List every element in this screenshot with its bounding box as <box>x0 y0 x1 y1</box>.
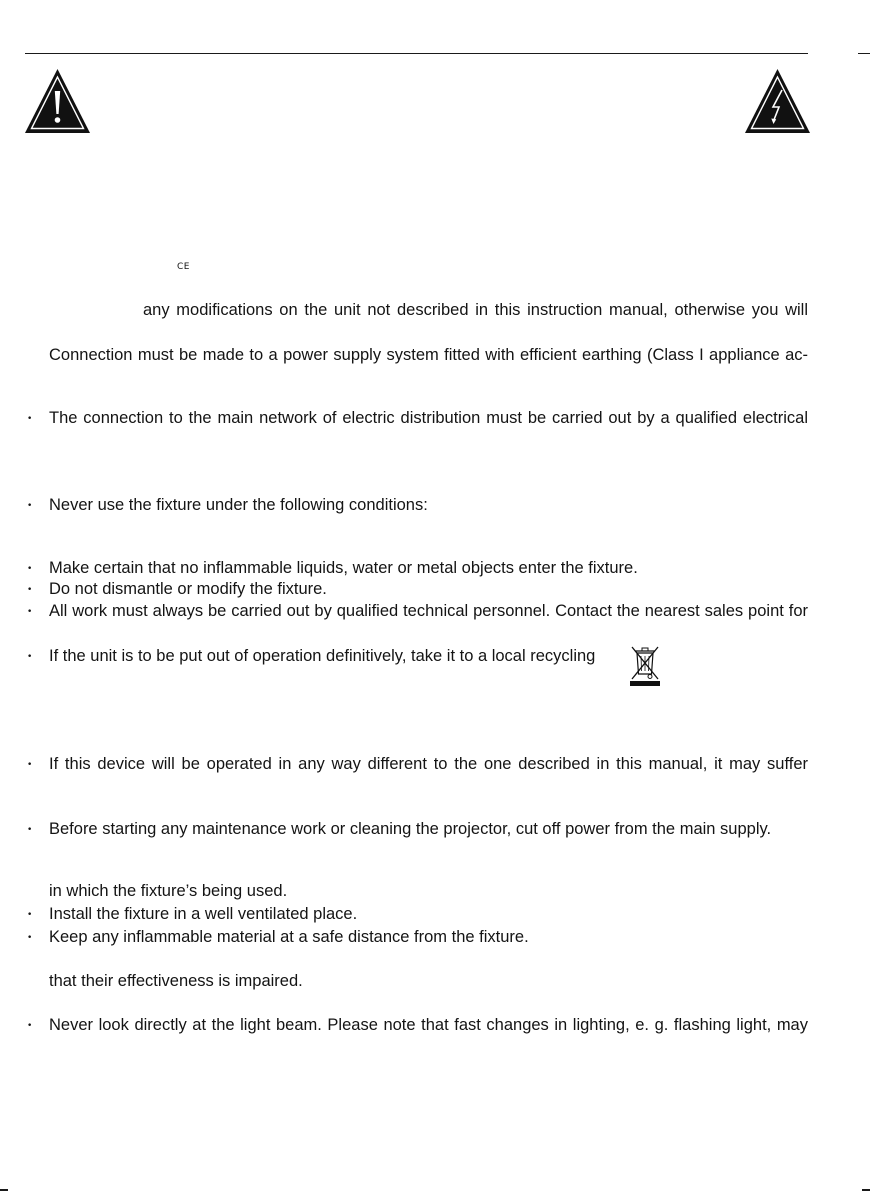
list-item-text: Never look directly at the light beam. Please note that fast changes in lighting, e. g. flashing light, may <box>49 1016 808 1034</box>
bullet: • <box>27 564 33 574</box>
bullet: • <box>27 1021 33 1031</box>
list-item-text: Make certain that no inflammable liquids, water or metal objects enter the fixture. <box>49 559 638 577</box>
line-text: that their effectiveness is impaired. <box>49 972 303 990</box>
text-line <box>49 345 808 365</box>
list-item <box>49 646 595 666</box>
ce-mark: CE <box>177 262 190 272</box>
list-item <box>49 558 638 578</box>
text-line <box>49 971 303 991</box>
header-rule <box>25 53 808 54</box>
list-item <box>49 495 428 515</box>
list-item <box>49 1015 808 1035</box>
list-item-text: The connection to the main network of electric distribution must be carried out by a qualified electrical <box>49 409 808 427</box>
bullet: • <box>27 910 33 920</box>
bullet: • <box>27 585 33 595</box>
list-item-text: Never use the fixture under the following conditions: <box>49 496 428 514</box>
line-text: in which the fixture’s being used. <box>49 882 288 900</box>
electric-shock-warning-icon <box>744 68 811 134</box>
list-item-text: Keep any inflammable material at a safe distance from the fixture. <box>49 928 529 946</box>
bullet: • <box>27 501 33 511</box>
crop-mark <box>862 1189 870 1191</box>
bullet: • <box>27 760 33 770</box>
bullet: • <box>27 933 33 943</box>
weee-crossed-out-bin-icon <box>628 642 662 688</box>
list-item <box>49 904 357 924</box>
bullet: • <box>27 825 33 835</box>
warning-exclamation-icon <box>24 68 91 134</box>
bullet: • <box>27 652 33 662</box>
bullet: • <box>27 414 33 424</box>
text-line <box>49 881 287 901</box>
list-item <box>49 927 529 947</box>
list-item <box>49 819 771 839</box>
list-item-text: Before starting any maintenance work or cleaning the projector, cut off power from the main supply. <box>49 820 772 838</box>
list-item <box>49 579 327 599</box>
list-item-text: Do not dismantle or modify the fixture. <box>49 580 327 598</box>
list-item <box>49 601 808 621</box>
list-item <box>49 754 808 774</box>
line-text: Connection must be made to a power supply system fitted with efficient earthing (Class I appliance ac- <box>49 346 808 364</box>
list-item <box>49 408 808 428</box>
text-line <box>143 300 808 320</box>
list-item-text: If this device will be operated in any way different to the one described in this manual, it may suffer <box>49 755 808 773</box>
crop-mark <box>0 1189 8 1191</box>
header-rule-fragment <box>858 53 870 54</box>
list-item-text: All work must always be carried out by qualified technical personnel. Contact the nearest sales point for <box>49 602 808 620</box>
list-item-text: If the unit is to be put out of operation definitively, take it to a local recycling <box>49 647 596 665</box>
bullet: • <box>27 607 33 617</box>
list-item-text: Install the fixture in a well ventilated place. <box>49 905 358 923</box>
line-text: any modifications on the unit not described in this instruction manual, otherwise you will <box>143 301 808 319</box>
